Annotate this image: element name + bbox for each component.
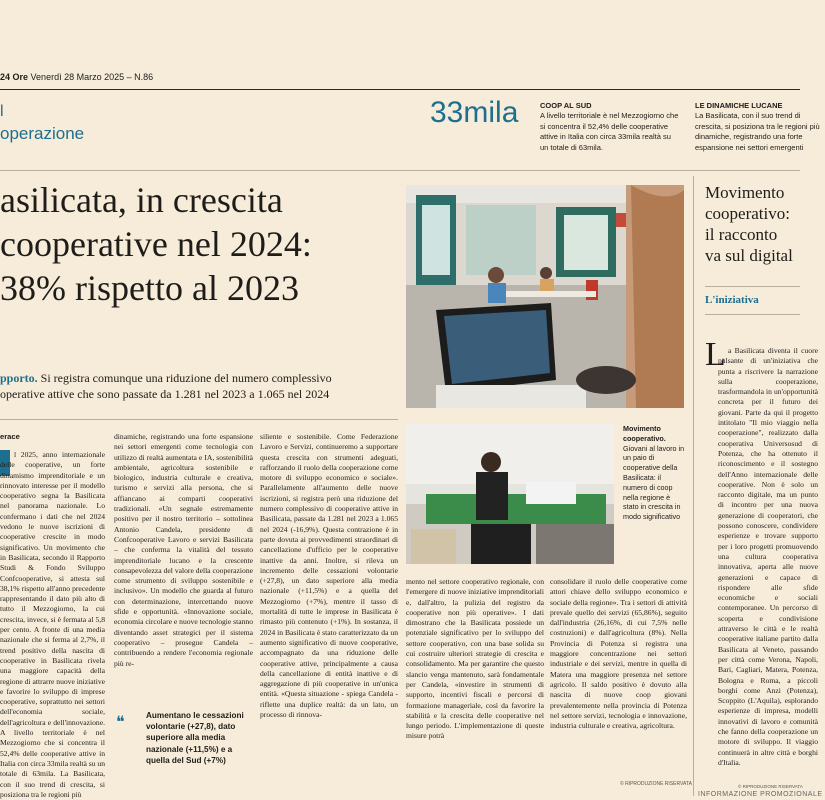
body-column-4: mento nel settore cooperativo regionale, con l'emergere di nuove iniziative imprenditoriali e, dall'altro, la pulizia del registro da cooperative non più operative». I dati dimostrano che la Basilicata possiede un potenziale significativo per lo sviluppo del settore cooperativo, con una base solida su cui costruire ulteriori strategie di crescita e consolidamento. Ma per garantire che questo slancio venga mantenuto, sarà fondamentale per Candela, «investire in strumenti di supporto, incentivi fiscali e percorsi di formazione manageriale, così da favorire la stabilità e la crescita delle cooperative nel lungo periodo. L'implementazione di queste misure potrà — [406, 577, 544, 741]
body-column-2: dinamiche, registrando una forte espansione nei settori emergenti come tecnologia con utilizzo di realtà aumentata e IA, sostenibilità ambientale, agricoltura sostenibile e biologico, industria culturale e creativa, turismo e servizi alla persona, che si affiancano ai comparti cooperativi tradizionali. «Un segnale estremamente positivo per il nostro territorio – sottolinea Antonio Candela, presidente di Confcooperative Lavoro e servizi Basilicata – che conferma la vitalità del tessuto imprenditoriale lucano e la crescente consapevolezza del valore della cooperazione come strumento di sviluppo sostenibile e inclusivo». Un modello che guarda al futuro con determinazione, intercettando nuove sfide e opportunità. «Innovazione sociale, economia circolare e nuove tecnologie stanno diventando asset strategici per il sistema cooperativo – prosegue Candela – contribuendo a rendere l'economia regionale più re- — [114, 432, 253, 668]
dinamiche-title: LE DINAMICHE LUCANE — [695, 101, 783, 110]
coop-al-sud-title: COOP AL SUD — [540, 101, 592, 110]
reserved-notice: © RIPRODUZIONE RISERVATA — [620, 781, 692, 787]
main-photo — [406, 185, 684, 408]
sidebar-dropcap: L — [705, 336, 726, 373]
caption-text: Giovani al lavoro in un paio di cooperative della Basilicata: il numero di coop nella regione è stato in crescita in modo significativo — [623, 443, 685, 522]
second-photo — [406, 424, 614, 564]
sidebar-rule-top — [705, 286, 800, 287]
top-rule — [0, 89, 800, 90]
promo-footer: INFORMAZIONE PROMOZIONALE — [698, 791, 823, 798]
sidebar-title — [705, 182, 793, 266]
body-column-5: consolidare il ruolo delle cooperative come attori chiave dello sviluppo economico e sociale della regione». Tra i settori di attività prevale quello dei servizi (65,86%), seguito dall'industria (26,16%, di cui 7,5% nelle costruzioni) e dall'agricoltura (8%). Nella Provincia di Potenza si registra una maggiore concentrazione nei settori industriale e dei servizi, mentre in quella di Matera una maggiore presenza nel settore agricolo. Il saldo positivo è dovuto alla nascita di nuove coop giovani prevalentemente nella provincia di Potenza nel settore servizi, tecnologia e innovazione, industria culturale e creativa, agricoltura. — [550, 577, 687, 731]
sidebar-body: a Basilicata diventa il cuore pulsante di un'iniziativa che punta a riscrivere la narrazione sulla cooperazione, trasformandola in un'opportunità concreta per il futuro dei giovani. Parte da qui il progetto intitolato "Il mio viaggio nella cooperazione", realizzato dalla cooperativa Universosud di Potenza, che ha ottenuto il riconoscimento e il sostegno dell'Anno internazionale delle cooperative. Non è solo un racconto digitale, ma un punto di incontro per una nuova generazione di cooperatori, che possono conoscere, condividere esperienze e trovare supporto per i loro progetti promuovendo una cultura cooperativa innovativa, aperta alle nuove generazioni e capace di rispondere alle sfide economiche e sociali contemporanee. Un percorso di scoperta e condivisione attraverso le città e le realtà cooperative italiane partito dalla Basilicata al Veneto, passando per città come Verona, Napoli, Bari, Cagliari, Matera, Potenza, Bologna e Roma, a piccoli borghi come Anzi (Potenza), Scoppito (L'Aquila), esplorando esperienze di impresa, modelli innovativi di lavoro e comunità che fanno della cooperazione un motore di sviluppo. Il viaggio continuerà in altre città e borghi d'Italia. — [718, 346, 818, 767]
infobox-rule — [0, 170, 800, 171]
sidebar-kicker: L'iniziativa — [705, 294, 759, 306]
caption-title: Movimento cooperativo. — [623, 424, 666, 443]
sidebar-title-line-1: Movimento — [705, 183, 785, 202]
masthead-name: 24 Ore — [0, 72, 29, 82]
subhead — [0, 370, 332, 402]
subhead-line-2: operative attive che sono passate da 1.281 nel 2023 a 1.065 nel 2024 — [0, 387, 330, 401]
headline-line-2: cooperative nel 2024: — [0, 224, 312, 264]
photo-caption — [623, 424, 687, 522]
dinamiche-text: La Basilicata, con il suo trend di crescita, si posiziona tra le regioni più dinamiche, registrando una forte espansione nei settori emergenti — [695, 111, 820, 152]
pullquote-icon: ❝ — [116, 714, 125, 731]
body-column-1: l 2025, anno internazionale delle cooperative, un forte dinamismo imprenditoriale e un rinnovato interesse per il modello cooperativo segna la Basilicata nel panorama nazionale. Lo confermano i dati che nel 2024 vedono le nuove iscrizioni di cooperative crescite in modo significativo. Un movimento che in Basilicata, secondo il Rapporto Studi & Fondo Sviluppo Confcooperative, si attesta sul 38,1% rispetto all'anno precedente rappresentando il dato più alto di tutto il Mezzogiorno, la cui crescita, invece, si è fermata al 5,8 per cento. A fronte di una media nazionale che si ferma al 2,7%, il trend positivo della nascita di cooperative in Basilicata rivela una maggiore capacità della regione di attrarre nuove iniziative e favorire lo sviluppo di imprese cooperative, soprattutto nei settori dell'economia sociale, dell'agricoltura e dell'innovazione. A livello territoriale è nel Mezzogiorno che si concentra il 52,4% delle cooperative attive in Italia con circa 33mila realtà su un totale di 63mila. La Basilicata, con il suo trend di crescita, si posiziona tra le regioni più — [0, 450, 105, 799]
body-column-3: siliente e sostenibile. Come Federazione Lavoro e Servizi, continueremo a supportare questa crescita con strumenti adeguati, rafforzando il ruolo della cooperazione come motore di sviluppo economico e sociale». Parallelamente all'aumento delle nuove iscrizioni, si registra però una riduzione del numero complessivo di cooperative attive in Basilicata, passate da 1.281 nel 2023 a 1.065 nel 2024 (-16,9%). Questa contrazione è in parte dovuta ai provvedimenti straordinari di cancellazione d'ufficio per le cooperative inattive da anni. Inoltre, si rileva un incremento delle cessazioni volontarie (+27,8), un dato superiore alla media nazionale (+11,5%) e a quella del Mezzogiorno (+7%), mentre il tasso di mortalità di tutte le imprese in Basilicata è rimasto più contenuto (+1%). In sostanza, il 2024 in Basilicata è stato caratterizzato da un aumento significativo di nuove cooperative, accompagnato da una riduzione delle cooperative attive, principalmente a causa della cancellazione di entità inattive e di aggregazione di più cooperative in un'unica entità. «Questa situazione - spiega Candela - riflette una duplice realtà: da un lato, un processo di rinnova- — [260, 432, 398, 720]
coop-al-sud-text: A livello territoriale è nel Mezzogiorno che si concentra il 52,4% delle cooperative attive in Italia con circa 33mila realtà su un totale di 63mila. — [540, 111, 679, 152]
workshop-illustration — [406, 424, 614, 564]
masthead — [0, 72, 153, 82]
sidebar-title-line-3: il racconto — [705, 225, 778, 244]
pullquote: Aumentano le cessazioni volontarie (+27,8), dato superiore alla media nazionale (+11,5%) e a quella del Sud (+7%) — [146, 711, 244, 765]
sidebar-rule-left — [693, 176, 694, 796]
section-kicker: l — [0, 103, 4, 120]
sidebar-rule-kicker — [705, 314, 800, 315]
headline-line-1: asilicata, in crescita — [0, 180, 283, 220]
subhead-rule — [0, 419, 398, 420]
subhead-lead: pporto. — [0, 371, 38, 385]
issue-date: Venerdì 28 Marzo 2025 – N.86 — [30, 72, 154, 82]
office-illustration — [406, 185, 684, 408]
sidebar-reserved-notice: © RIPRODUZIONE RISERVATA — [738, 784, 803, 789]
headline-line-3: 38% rispetto al 2023 — [0, 268, 299, 308]
section-label: operazione — [0, 124, 85, 143]
byline: erace — [0, 432, 20, 441]
sidebar-title-line-4: va sul digital — [705, 246, 793, 265]
headline — [0, 178, 312, 310]
subhead-text: Si registra comunque una riduzione del numero complessivo — [40, 371, 332, 385]
sidebar-title-line-2: cooperativo: — [705, 204, 790, 223]
big-number: 33mila — [430, 96, 519, 129]
